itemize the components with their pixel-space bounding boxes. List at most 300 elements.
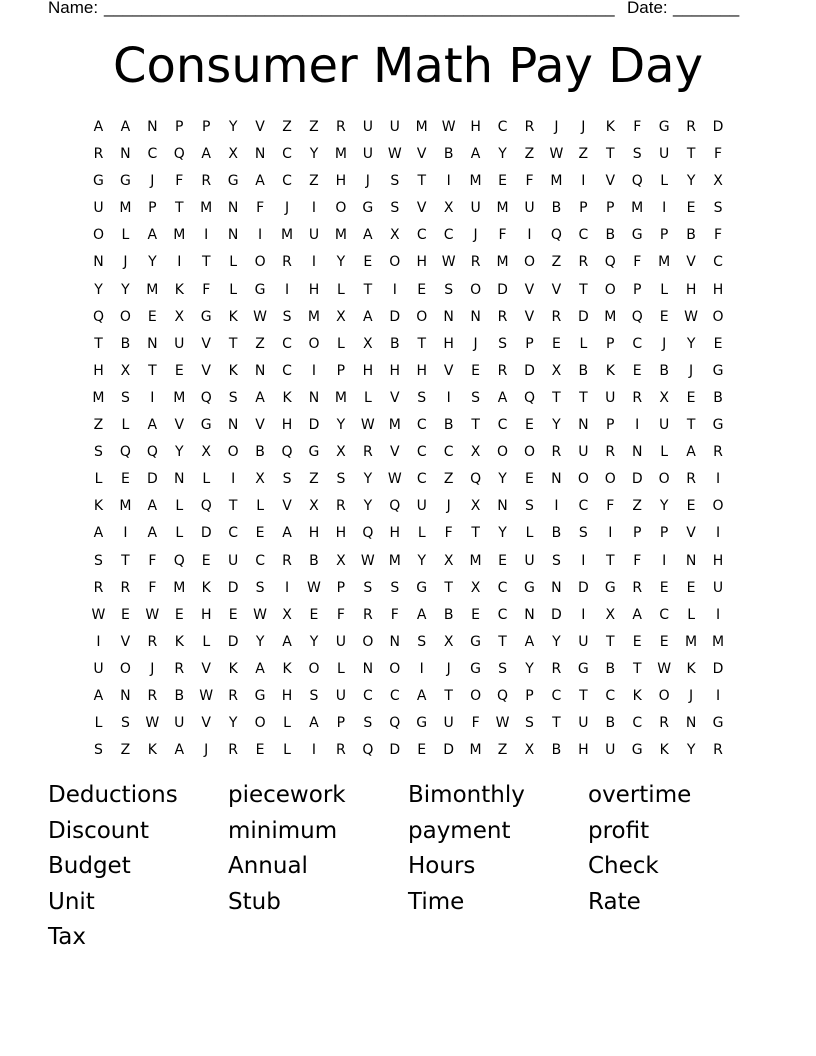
grid-letter[interactable]: N <box>551 579 562 596</box>
grid-letter[interactable]: O <box>470 687 482 704</box>
date-blank-line[interactable]: _______ <box>673 0 740 17</box>
grid-letter[interactable]: X <box>336 444 346 461</box>
grid-letter[interactable]: K <box>93 498 104 515</box>
grid-letter[interactable]: C <box>389 687 400 704</box>
grid-letter[interactable]: C <box>282 335 292 352</box>
grid-letter[interactable]: U <box>443 715 454 732</box>
grid-letter[interactable]: T <box>175 200 184 217</box>
grid-letter[interactable]: C <box>416 227 427 244</box>
grid-letter[interactable]: D <box>712 660 724 677</box>
grid-letter[interactable]: N <box>497 498 508 515</box>
grid-letter[interactable]: I <box>715 606 721 623</box>
grid-letter[interactable]: W <box>91 606 106 623</box>
grid-letter[interactable]: I <box>715 525 721 542</box>
grid-letter[interactable]: G <box>604 579 616 596</box>
grid-letter[interactable]: X <box>659 389 669 406</box>
grid-letter[interactable]: F <box>633 119 642 135</box>
grid-letter[interactable]: C <box>416 417 427 434</box>
grid-letter[interactable]: A <box>255 389 265 406</box>
grid-letter[interactable]: Z <box>578 146 589 163</box>
grid-letter[interactable]: R <box>201 173 212 190</box>
grid-letter[interactable]: X <box>713 173 723 190</box>
grid-letter[interactable]: T <box>228 498 238 515</box>
grid-letter[interactable]: H <box>443 335 454 352</box>
grid-letter[interactable]: S <box>525 715 534 732</box>
grid-letter[interactable]: T <box>363 281 373 298</box>
grid-letter[interactable]: E <box>659 633 669 650</box>
grid-letter[interactable]: I <box>635 417 640 434</box>
grid-letter[interactable]: N <box>470 308 481 325</box>
grid-letter[interactable]: Q <box>146 444 158 461</box>
grid-letter[interactable]: X <box>120 362 131 379</box>
grid-letter[interactable]: X <box>470 498 481 515</box>
grid-letter[interactable]: R <box>686 471 696 488</box>
grid-letter[interactable]: O <box>470 281 482 298</box>
grid-letter[interactable]: O <box>712 498 724 515</box>
grid-letter[interactable]: Q <box>631 308 643 325</box>
grid-letter[interactable]: R <box>147 633 158 650</box>
grid-letter[interactable]: U <box>470 200 481 217</box>
grid-letter[interactable]: U <box>174 715 185 732</box>
grid-letter[interactable]: B <box>578 362 589 379</box>
grid-letter[interactable]: D <box>497 281 508 298</box>
grid-letter[interactable]: N <box>685 552 697 569</box>
grid-letter[interactable]: P <box>525 687 534 704</box>
grid-letter[interactable]: Q <box>604 254 616 271</box>
grid-letter[interactable]: J <box>662 335 667 352</box>
grid-letter[interactable]: T <box>632 660 642 677</box>
grid-letter[interactable]: V <box>201 362 211 379</box>
grid-letter[interactable]: T <box>606 552 615 569</box>
grid-letter[interactable]: W <box>145 606 160 623</box>
grid-letter[interactable]: U <box>389 119 400 135</box>
grid-letter[interactable]: I <box>392 281 397 298</box>
grid-letter[interactable]: F <box>606 498 615 515</box>
grid-letter[interactable]: S <box>282 308 292 325</box>
grid-letter[interactable]: D <box>227 579 239 596</box>
grid-letter[interactable]: Z <box>255 335 265 352</box>
grid-letter[interactable]: Z <box>120 742 131 759</box>
grid-letter[interactable]: Y <box>336 254 346 271</box>
grid-letter[interactable]: I <box>150 389 155 406</box>
grid-letter[interactable]: I <box>96 633 101 650</box>
grid-letter[interactable]: R <box>282 254 292 271</box>
grid-letter[interactable]: E <box>417 281 427 298</box>
grid-letter[interactable]: S <box>417 633 427 650</box>
grid-letter[interactable]: V <box>686 525 696 542</box>
grid-letter[interactable]: T <box>686 146 696 163</box>
grid-letter[interactable]: X <box>282 606 292 623</box>
grid-letter[interactable]: V <box>201 660 211 677</box>
grid-letter[interactable]: T <box>228 335 238 352</box>
grid-letter[interactable]: R <box>174 660 185 677</box>
grid-letter[interactable]: R <box>632 389 643 406</box>
grid-letter[interactable]: M <box>334 389 347 406</box>
grid-letter[interactable]: W <box>657 660 672 677</box>
grid-letter[interactable]: J <box>473 335 478 352</box>
grid-letter[interactable]: K <box>659 742 669 759</box>
grid-letter[interactable]: B <box>443 146 454 163</box>
grid-letter[interactable]: Q <box>200 389 212 406</box>
grid-letter[interactable]: E <box>632 362 642 379</box>
grid-letter[interactable]: E <box>174 606 184 623</box>
grid-letter[interactable]: F <box>444 525 453 542</box>
grid-letter[interactable]: B <box>605 715 616 732</box>
grid-letter[interactable]: K <box>228 660 238 677</box>
grid-letter[interactable]: H <box>416 362 427 379</box>
grid-letter[interactable]: R <box>93 579 104 596</box>
grid-letter[interactable]: E <box>632 633 642 650</box>
grid-letter[interactable]: C <box>497 606 508 623</box>
grid-letter[interactable]: T <box>444 579 453 596</box>
grid-letter[interactable]: O <box>308 660 320 677</box>
grid-letter[interactable]: O <box>119 308 131 325</box>
grid-letter[interactable]: T <box>552 715 561 732</box>
grid-letter[interactable]: G <box>227 173 239 190</box>
grid-letter[interactable]: M <box>496 254 509 271</box>
grid-letter[interactable]: E <box>255 525 265 542</box>
grid-letter[interactable]: O <box>497 444 509 461</box>
grid-letter[interactable]: G <box>658 119 670 135</box>
grid-letter[interactable]: D <box>524 362 535 379</box>
grid-letter[interactable]: U <box>335 687 347 704</box>
grid-letter[interactable]: O <box>604 281 616 298</box>
grid-letter[interactable]: M <box>658 254 671 271</box>
grid-letter[interactable]: T <box>417 335 426 352</box>
grid-letter[interactable]: U <box>308 227 320 244</box>
grid-letter[interactable]: S <box>255 579 265 596</box>
grid-letter[interactable]: I <box>419 660 424 677</box>
grid-letter[interactable]: S <box>390 200 400 217</box>
grid-letter[interactable]: U <box>228 552 239 569</box>
grid-letter[interactable]: M <box>388 417 401 434</box>
grid-letter[interactable]: U <box>578 633 589 650</box>
grid-letter[interactable]: I <box>284 281 290 298</box>
grid-letter[interactable]: F <box>148 579 157 596</box>
grid-letter[interactable]: Q <box>173 146 185 163</box>
grid-letter[interactable]: K <box>282 389 292 406</box>
grid-letter[interactable]: G <box>416 715 428 732</box>
grid-letter[interactable]: C <box>497 417 508 434</box>
grid-letter[interactable]: U <box>712 579 724 596</box>
grid-letter[interactable]: M <box>469 173 482 190</box>
grid-letter[interactable]: D <box>146 471 158 488</box>
grid-letter[interactable]: G <box>577 660 589 677</box>
grid-letter[interactable]: Y <box>148 254 157 271</box>
grid-letter[interactable]: Q <box>362 742 374 759</box>
grid-letter[interactable]: C <box>416 471 427 488</box>
grid-letter[interactable]: K <box>686 660 696 677</box>
grid-letter[interactable]: E <box>498 173 507 190</box>
grid-letter[interactable]: X <box>363 335 373 352</box>
grid-letter[interactable]: M <box>200 200 213 217</box>
grid-letter[interactable]: X <box>524 742 535 759</box>
grid-letter[interactable]: S <box>498 660 507 677</box>
grid-letter[interactable]: M <box>334 146 347 163</box>
grid-letter[interactable]: P <box>632 525 642 542</box>
grid-letter[interactable]: U <box>174 335 185 352</box>
grid-letter[interactable]: E <box>659 579 669 596</box>
grid-letter[interactable]: N <box>685 715 697 732</box>
grid-letter[interactable]: N <box>551 471 562 488</box>
grid-letter[interactable]: N <box>120 687 131 704</box>
grid-letter[interactable]: S <box>228 389 238 406</box>
grid-letter[interactable]: N <box>227 227 239 244</box>
grid-letter[interactable]: I <box>662 200 667 217</box>
grid-letter[interactable]: J <box>473 227 478 244</box>
grid-letter[interactable]: K <box>282 660 292 677</box>
grid-letter[interactable]: B <box>389 335 400 352</box>
grid-letter[interactable]: H <box>281 687 293 704</box>
grid-letter[interactable]: O <box>658 687 670 704</box>
grid-letter[interactable]: Y <box>552 417 561 434</box>
grid-letter[interactable]: U <box>93 200 104 217</box>
grid-letter[interactable]: R <box>228 687 239 704</box>
grid-letter[interactable]: Y <box>417 552 426 569</box>
grid-letter[interactable]: G <box>93 173 104 190</box>
grid-letter[interactable]: S <box>94 444 103 461</box>
grid-letter[interactable]: E <box>498 552 507 569</box>
grid-letter[interactable]: J <box>446 498 451 515</box>
grid-letter[interactable]: R <box>336 742 346 759</box>
grid-letter[interactable]: A <box>416 606 427 623</box>
grid-letter[interactable]: M <box>604 308 617 325</box>
grid-letter[interactable]: Y <box>686 742 696 759</box>
grid-letter[interactable]: F <box>525 173 534 190</box>
grid-letter[interactable]: J <box>446 660 451 677</box>
grid-letter[interactable]: N <box>389 633 401 650</box>
grid-letter[interactable]: N <box>93 254 104 271</box>
grid-letter[interactable]: S <box>551 552 561 569</box>
grid-letter[interactable]: P <box>201 119 211 135</box>
grid-letter[interactable]: M <box>173 579 186 596</box>
grid-letter[interactable]: D <box>200 525 212 542</box>
grid-letter[interactable]: M <box>119 498 132 515</box>
grid-letter[interactable]: Y <box>498 525 507 542</box>
grid-letter[interactable]: M <box>173 389 186 406</box>
grid-letter[interactable]: E <box>686 389 696 406</box>
grid-letter[interactable]: A <box>147 227 158 244</box>
grid-letter[interactable]: U <box>578 444 589 461</box>
grid-letter[interactable]: N <box>631 444 643 461</box>
grid-letter[interactable]: R <box>120 579 131 596</box>
grid-letter[interactable]: L <box>229 254 238 271</box>
grid-letter[interactable]: N <box>147 335 158 352</box>
grid-letter[interactable]: D <box>631 471 643 488</box>
grid-letter[interactable]: P <box>579 200 588 217</box>
grid-letter[interactable]: D <box>551 606 562 623</box>
grid-letter[interactable]: T <box>444 687 453 704</box>
grid-letter[interactable]: Z <box>443 471 454 488</box>
grid-letter[interactable]: R <box>362 444 373 461</box>
grid-letter[interactable]: U <box>605 389 616 406</box>
grid-letter[interactable]: G <box>631 742 643 759</box>
grid-letter[interactable]: V <box>524 308 535 325</box>
grid-letter[interactable]: R <box>578 254 589 271</box>
grid-letter[interactable]: T <box>686 417 696 434</box>
grid-letter[interactable]: L <box>94 471 103 488</box>
grid-letter[interactable]: N <box>524 606 535 623</box>
grid-letter[interactable]: H <box>685 281 697 298</box>
grid-letter[interactable]: A <box>147 525 158 542</box>
grid-letter[interactable]: B <box>605 227 616 244</box>
grid-letter[interactable]: F <box>714 227 723 244</box>
grid-letter[interactable]: V <box>201 715 211 732</box>
grid-letter[interactable]: T <box>94 335 103 352</box>
grid-letter[interactable]: W <box>495 715 510 732</box>
grid-letter[interactable]: Q <box>523 389 535 406</box>
grid-letter[interactable]: Y <box>659 498 669 515</box>
grid-letter[interactable]: S <box>578 525 588 542</box>
grid-letter[interactable]: L <box>337 335 345 352</box>
grid-letter[interactable]: R <box>362 606 373 623</box>
grid-letter[interactable]: P <box>148 200 157 217</box>
grid-letter[interactable]: X <box>228 146 238 163</box>
grid-letter[interactable]: S <box>632 146 642 163</box>
grid-letter[interactable]: A <box>363 227 373 244</box>
grid-letter[interactable]: C <box>659 606 670 623</box>
grid-letter[interactable]: M <box>496 200 509 217</box>
grid-letter[interactable]: V <box>389 444 400 461</box>
grid-letter[interactable]: G <box>470 660 482 677</box>
grid-letter[interactable]: O <box>362 633 374 650</box>
grid-letter[interactable]: X <box>551 362 562 379</box>
grid-letter[interactable]: Y <box>228 119 238 135</box>
grid-letter[interactable]: V <box>120 633 131 650</box>
grid-letter[interactable]: M <box>173 227 186 244</box>
grid-letter[interactable]: V <box>686 254 696 271</box>
grid-letter[interactable]: R <box>93 146 104 163</box>
grid-letter[interactable]: U <box>578 715 589 732</box>
grid-letter[interactable]: E <box>120 471 130 488</box>
grid-letter[interactable]: T <box>471 417 480 434</box>
grid-letter[interactable]: B <box>551 200 562 217</box>
grid-letter[interactable]: E <box>417 742 427 759</box>
grid-letter[interactable]: A <box>497 389 508 406</box>
grid-letter[interactable]: U <box>605 742 616 759</box>
grid-letter[interactable]: J <box>554 119 559 135</box>
grid-letter[interactable]: S <box>444 281 454 298</box>
grid-letter[interactable]: I <box>608 525 613 542</box>
grid-letter[interactable]: V <box>605 173 616 190</box>
grid-letter[interactable]: V <box>255 119 265 135</box>
grid-letter[interactable]: T <box>579 687 588 704</box>
grid-letter[interactable]: S <box>525 498 534 515</box>
grid-letter[interactable]: Y <box>498 471 507 488</box>
grid-letter[interactable]: O <box>308 335 320 352</box>
grid-letter[interactable]: A <box>524 633 535 650</box>
grid-letter[interactable]: R <box>605 444 616 461</box>
grid-letter[interactable]: S <box>94 552 103 569</box>
grid-letter[interactable]: Q <box>470 471 482 488</box>
grid-letter[interactable]: M <box>415 119 428 135</box>
grid-letter[interactable]: J <box>150 173 155 190</box>
grid-letter[interactable]: A <box>255 660 265 677</box>
grid-letter[interactable]: Q <box>497 687 509 704</box>
grid-letter[interactable]: F <box>633 254 642 271</box>
grid-letter[interactable]: Y <box>121 281 130 298</box>
name-blank-line[interactable]: ______________________________________________________ <box>104 0 615 17</box>
grid-letter[interactable]: E <box>174 362 184 379</box>
grid-letter[interactable]: C <box>443 444 454 461</box>
grid-letter[interactable]: M <box>469 552 482 569</box>
grid-letter[interactable]: A <box>147 498 158 515</box>
grid-letter[interactable]: R <box>228 742 239 759</box>
grid-letter[interactable]: O <box>577 471 589 488</box>
grid-letter[interactable]: K <box>174 633 184 650</box>
grid-letter[interactable]: G <box>631 227 643 244</box>
grid-letter[interactable]: Y <box>94 281 103 298</box>
grid-letter[interactable]: T <box>606 633 615 650</box>
grid-letter[interactable]: M <box>711 633 725 650</box>
grid-letter[interactable]: O <box>254 254 266 271</box>
grid-letter[interactable]: W <box>253 308 268 325</box>
grid-letter[interactable]: S <box>363 579 373 596</box>
grid-letter[interactable]: I <box>177 254 182 271</box>
grid-letter[interactable]: S <box>471 389 481 406</box>
grid-letter[interactable]: Z <box>632 498 643 515</box>
grid-letter[interactable]: C <box>578 498 589 515</box>
grid-letter[interactable]: K <box>174 281 184 298</box>
grid-letter[interactable]: M <box>334 227 347 244</box>
grid-letter[interactable]: R <box>632 579 643 596</box>
grid-letter[interactable]: Y <box>309 146 319 163</box>
grid-letter[interactable]: E <box>686 498 696 515</box>
grid-letter[interactable]: I <box>581 173 586 190</box>
grid-letter[interactable]: E <box>713 335 723 352</box>
grid-letter[interactable]: R <box>147 687 158 704</box>
grid-letter[interactable]: N <box>578 417 589 434</box>
grid-letter[interactable]: H <box>389 525 401 542</box>
grid-letter[interactable]: J <box>150 660 155 677</box>
grid-letter[interactable]: A <box>174 742 185 759</box>
grid-letter[interactable]: M <box>92 389 105 406</box>
grid-letter[interactable]: U <box>416 498 427 515</box>
grid-letter[interactable]: R <box>713 444 723 461</box>
grid-letter[interactable]: W <box>307 579 321 596</box>
grid-letter[interactable]: Z <box>309 119 319 135</box>
grid-letter[interactable]: O <box>389 660 401 677</box>
grid-letter[interactable]: N <box>254 146 266 163</box>
grid-letter[interactable]: I <box>311 200 317 217</box>
grid-letter[interactable]: A <box>309 715 319 732</box>
grid-letter[interactable]: L <box>525 525 534 542</box>
grid-letter[interactable]: X <box>336 552 346 569</box>
grid-letter[interactable]: Q <box>92 308 104 325</box>
grid-letter[interactable]: C <box>578 227 589 244</box>
grid-letter[interactable]: K <box>228 308 238 325</box>
grid-letter[interactable]: I <box>311 742 317 759</box>
grid-letter[interactable]: C <box>282 173 292 190</box>
grid-letter[interactable]: B <box>120 335 131 352</box>
grid-letter[interactable]: E <box>363 254 373 271</box>
grid-letter[interactable]: C <box>416 444 427 461</box>
grid-letter[interactable]: B <box>443 606 454 623</box>
grid-letter[interactable]: S <box>390 579 400 596</box>
grid-letter[interactable]: J <box>204 742 209 759</box>
grid-letter[interactable]: V <box>255 417 265 434</box>
grid-letter[interactable]: E <box>201 552 211 569</box>
grid-letter[interactable]: C <box>713 254 723 271</box>
grid-letter[interactable]: U <box>93 660 104 677</box>
grid-letter[interactable]: S <box>390 173 400 190</box>
grid-letter[interactable]: L <box>229 281 238 298</box>
grid-letter[interactable]: Z <box>282 119 292 135</box>
grid-letter[interactable]: G <box>308 444 320 461</box>
grid-letter[interactable]: A <box>470 146 481 163</box>
grid-letter[interactable]: D <box>712 119 724 135</box>
grid-letter[interactable]: U <box>335 633 347 650</box>
